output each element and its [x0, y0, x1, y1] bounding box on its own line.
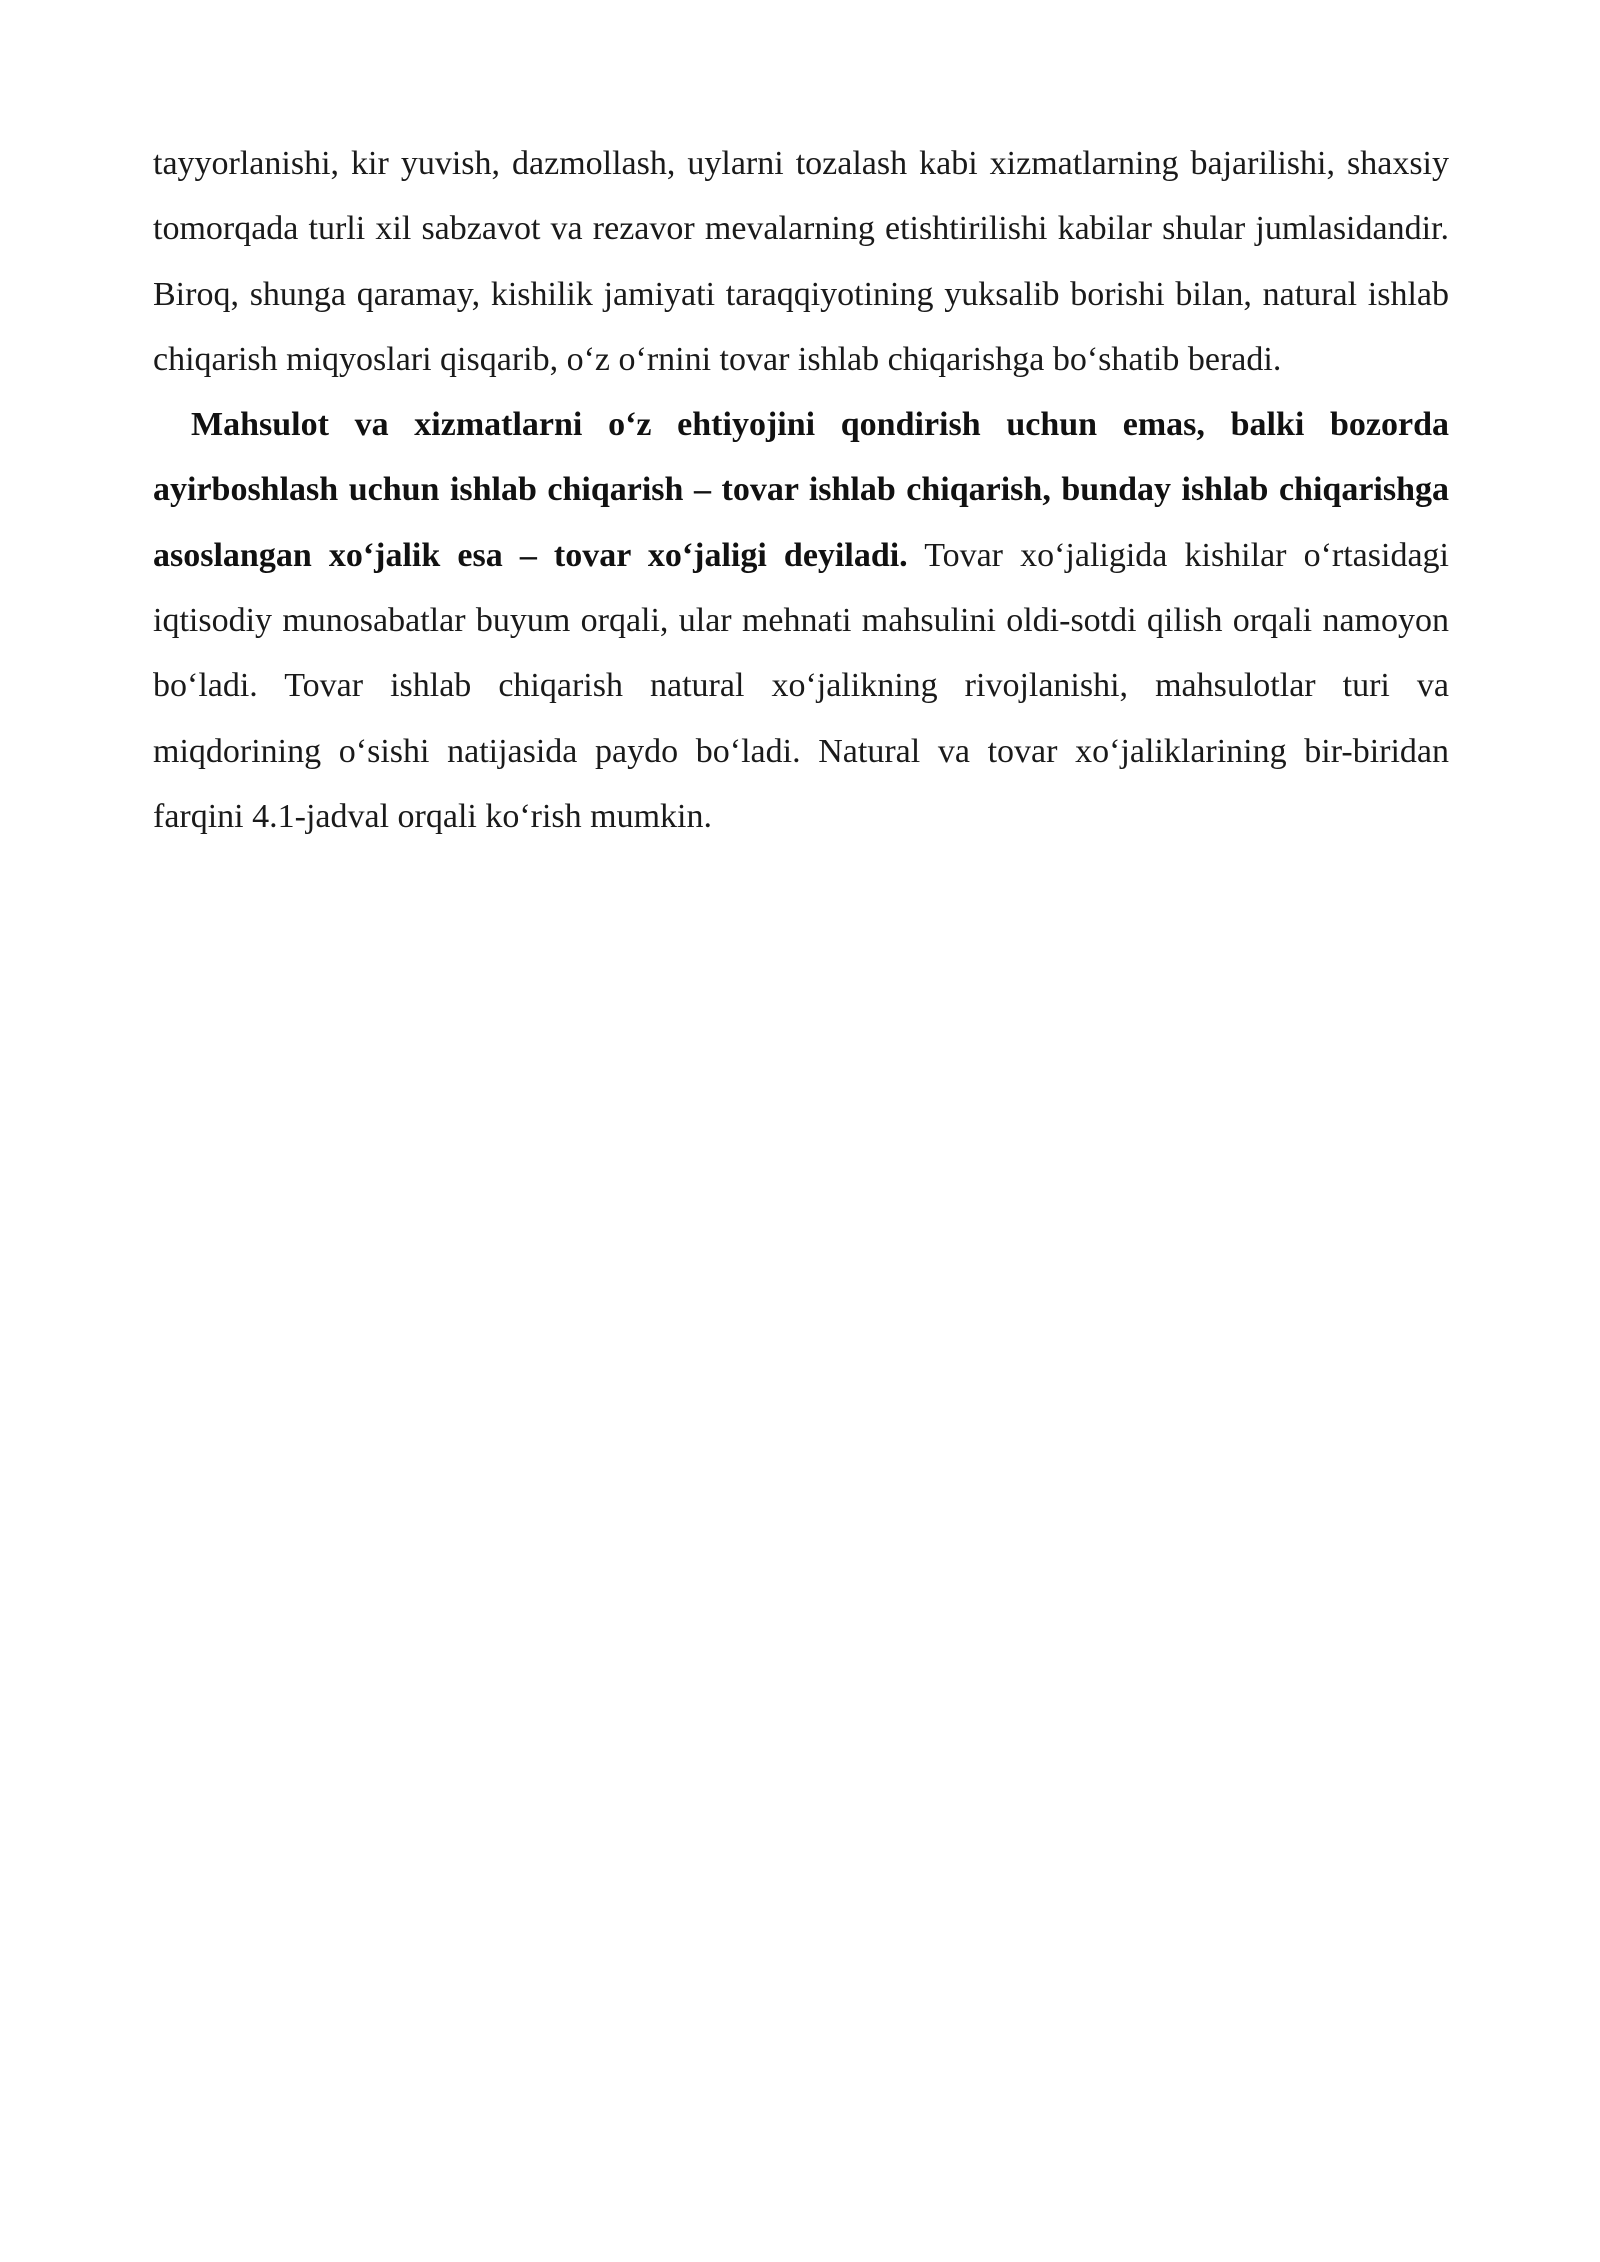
paragraph-1-text: tayyorlanishi, kir yuvish, dazmollash, uylarni tozalash kabi xizmatlarning bajarilishi, shaxsiy tomorqada turli xil sabzavot va rezavor mevalarning etishtirilishi kabilar shular jumlasidandir. Biroq, shunga qaramay, kishilik jamiyati taraqqiyotining yuksalib borishi bilan, natural ishlab chiqarish miqyoslari qisqarib, o‘z o‘rnini tovar ishlab chiqarishga bo‘shatib beradi. — [153, 145, 1449, 378]
paragraph-2-text: Tovar xo‘jaligida kishilar o‘rtasidagi iqtisodiy munosabatlar buyum orqali, ular mehnati mahsulini oldi-sotdi qilish orqali namoyon bo‘ladi. Tovar ishlab chiqarish natural xo‘jalikning rivojlanishi, mahsulotlar turi va miqdorining o‘sishi natijasida paydo bo‘ladi. Natural va tovar xo‘jaliklarining bir-biridan farqini 4.1-jadval orqali ko‘rish mumkin. — [153, 536, 1449, 835]
body-text — [153, 131, 1449, 849]
paragraph-2 — [153, 392, 1449, 849]
paragraph-1 — [153, 131, 1449, 392]
definition-bold-text: Mahsulot va xizmatlarni o‘z ehtiyojini qondirish uchun emas, balki bozorda ayirboshlash uchun ishlab chiqarish – tovar ishlab chiqarish, bunday ishlab chiqarishga asoslangan xo‘jalik esa – tovar xo‘jaligi deyiladi. — [153, 406, 1449, 574]
